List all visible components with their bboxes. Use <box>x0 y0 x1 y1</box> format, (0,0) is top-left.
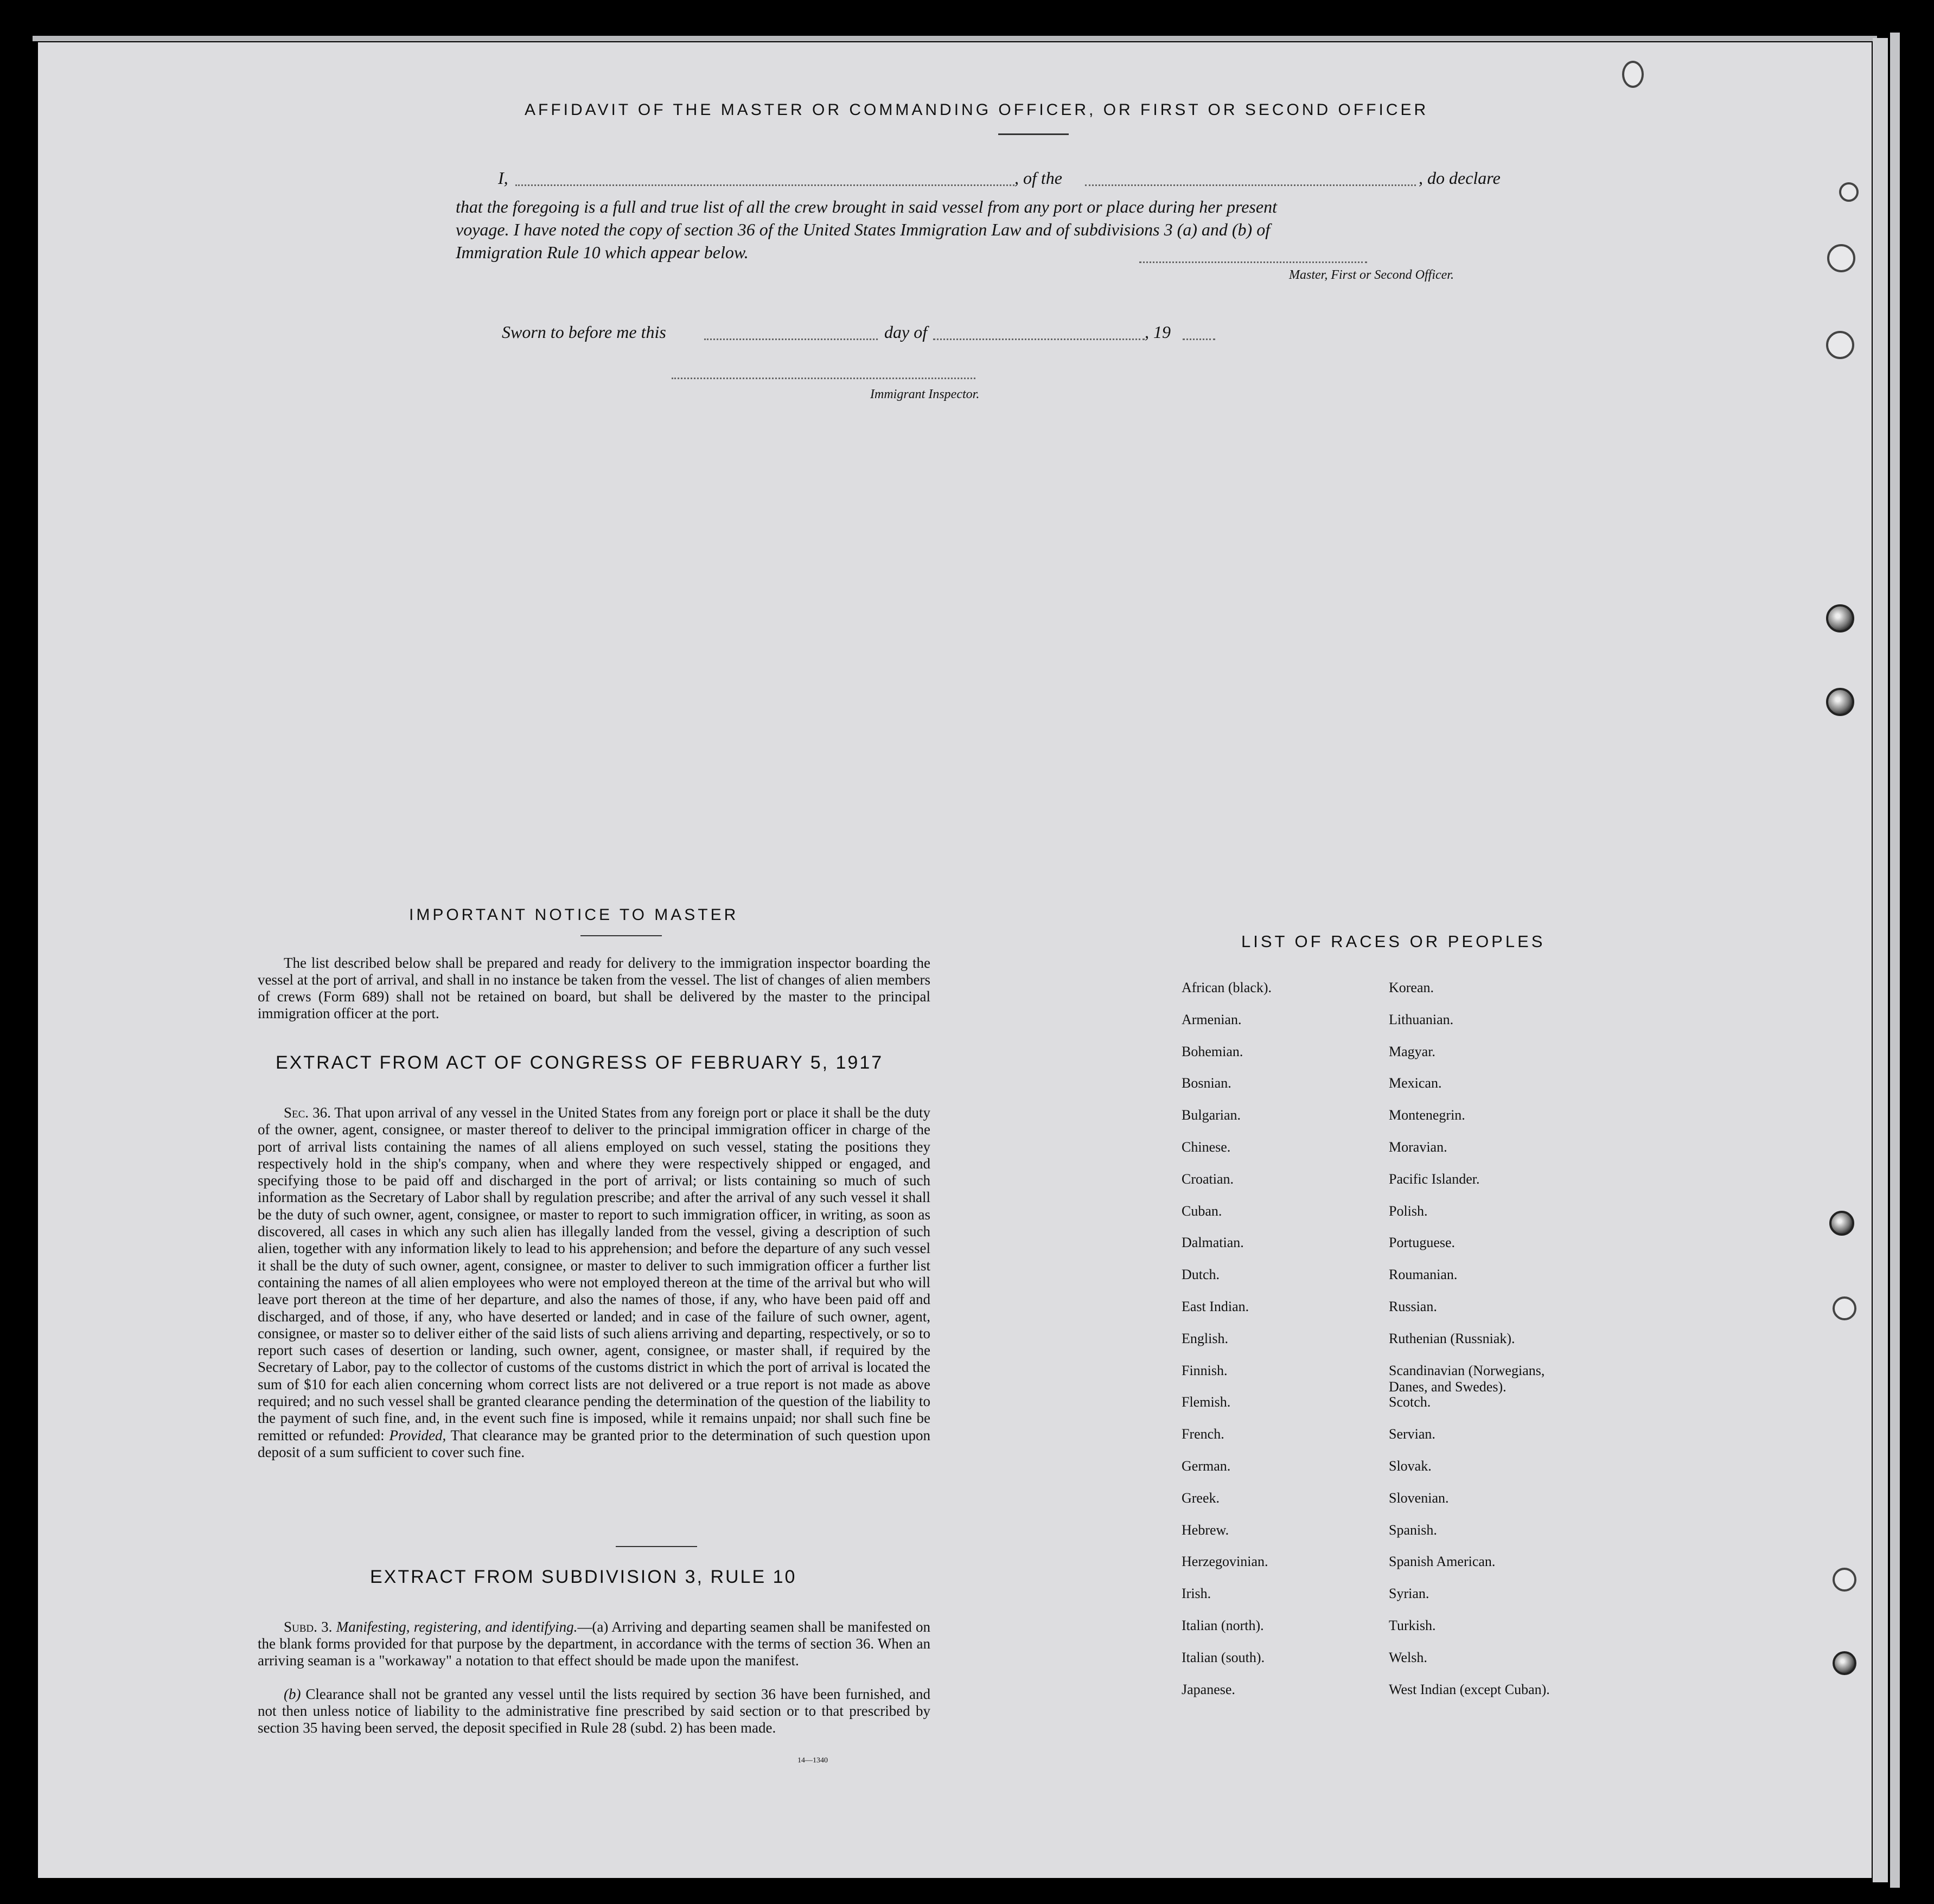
act-extract-body <box>258 1104 930 1461</box>
race-item: Cuban. <box>1182 1203 1222 1219</box>
race-item: Korean. <box>1389 980 1434 995</box>
notice-title: IMPORTANT NOTICE TO MASTER <box>409 906 739 924</box>
races-title: LIST OF RACES OR PEOPLES <box>1241 932 1546 951</box>
race-item: Scotch. <box>1389 1394 1431 1410</box>
binder-hole <box>1839 182 1859 202</box>
rule-extract-title: EXTRACT FROM SUBDIVISION 3, RULE 10 <box>370 1567 797 1587</box>
race-item: Moravian. <box>1389 1139 1447 1155</box>
notice-rule <box>580 935 662 936</box>
name-blank[interactable] <box>515 184 1014 186</box>
sheet-edge-top <box>33 36 1877 41</box>
binder-hole <box>1829 1211 1854 1236</box>
race-item: Ruthenian (Russniak). <box>1389 1330 1515 1346</box>
race-item: Herzegovinian. <box>1182 1554 1268 1570</box>
title-underline <box>998 133 1069 135</box>
race-item: German. <box>1182 1458 1231 1474</box>
race-item: English. <box>1182 1330 1228 1346</box>
race-item: African (black). <box>1182 980 1272 995</box>
sworn-day-blank[interactable] <box>704 338 878 340</box>
race-item: Welsh. <box>1389 1649 1427 1665</box>
race-item: Montenegrin. <box>1389 1107 1465 1123</box>
race-item: Hebrew. <box>1182 1522 1229 1538</box>
form-number: 14—1340 <box>797 1756 828 1765</box>
binder-hole <box>1826 331 1854 359</box>
affidavit-of-the: , of the <box>1014 168 1062 188</box>
race-item: Roumanian. <box>1389 1267 1458 1283</box>
provided-label: Provided, <box>389 1427 446 1443</box>
race-item: Syrian. <box>1389 1586 1429 1602</box>
binder-hole <box>1833 1568 1856 1592</box>
race-item: Italian (south). <box>1182 1649 1265 1665</box>
notice-body: The list described below shall be prepared and ready for delivery to the immigration inspector boarding the vessel at the port of arrival, and shall in no instance be taken from the vessel. The list of changes of alien members of crews (Form 689) shall not be retained on board, but shall be delivered by the master to the principal immigration officer at the port. <box>258 955 930 1021</box>
race-item: Servian. <box>1389 1426 1435 1442</box>
race-item: Greek. <box>1182 1490 1220 1506</box>
affidavit-title: AFFIDAVIT OF THE MASTER OR COMMANDING OFFICER, OR FIRST OR SECOND OFFICER <box>525 101 1429 119</box>
affidavit-i: I, <box>498 168 508 188</box>
document-page <box>38 42 1872 1878</box>
race-item: Portuguese. <box>1389 1235 1456 1251</box>
race-item: Chinese. <box>1182 1139 1231 1155</box>
affidavit-body-line3: Immigration Rule 10 which appear below. <box>456 242 749 262</box>
sheet-edge-right-outer <box>1890 33 1900 1888</box>
race-item: Finnish. <box>1182 1362 1228 1378</box>
race-item: Spanish American. <box>1389 1554 1496 1570</box>
race-item: Bohemian. <box>1182 1043 1243 1059</box>
race-item: Flemish. <box>1182 1394 1231 1410</box>
sworn-year-blank[interactable] <box>1183 338 1215 340</box>
act-extract-title: EXTRACT FROM ACT OF CONGRESS OF FEBRUARY 5, 1917 <box>276 1052 884 1073</box>
subd-label: Subd. 3. <box>284 1619 333 1635</box>
signature-caption: Master, First or Second Officer. <box>1289 268 1454 282</box>
race-item: Lithuanian. <box>1389 1011 1454 1027</box>
race-item: Italian (north). <box>1182 1618 1264 1633</box>
race-item: Dalmatian. <box>1182 1235 1244 1251</box>
sworn-prefix: Sworn to before me this <box>502 322 666 342</box>
race-item: Scandinavian (Norwegians, Danes, and Swedes). <box>1389 1362 1545 1395</box>
race-item: Polish. <box>1389 1203 1428 1219</box>
signature-blank[interactable] <box>1139 261 1367 263</box>
race-item: Irish. <box>1182 1586 1211 1602</box>
race-item: Japanese. <box>1182 1681 1235 1697</box>
race-item: Bosnian. <box>1182 1075 1231 1091</box>
binder-hole <box>1833 1651 1856 1675</box>
affidavit-do-declare: , do declare <box>1419 168 1501 188</box>
race-item: Pacific Islander. <box>1389 1171 1480 1187</box>
subd-b-paragraph <box>258 1686 930 1736</box>
race-item: West Indian (except Cuban). <box>1389 1681 1550 1697</box>
race-item: French. <box>1182 1426 1224 1442</box>
subd-a-paragraph <box>258 1619 930 1669</box>
race-item: Mexican. <box>1389 1075 1442 1091</box>
affidavit-body-line2: voyage. I have noted the copy of section 36 of the United States Immigration Law and of subdivisions 3 (a) and (b) of <box>456 220 1271 239</box>
race-item: Russian. <box>1389 1299 1437 1314</box>
race-item: Armenian. <box>1182 1011 1242 1027</box>
race-item: Slovak. <box>1389 1458 1432 1474</box>
races-left-column <box>1182 980 1388 1761</box>
inspector-blank[interactable] <box>672 378 975 379</box>
subd-a-body: —(a) Arriving and departing seamen shall be manifested on the blank forms provided for that purpose by the department, in accordance with the terms of section 36. When an arriving seaman is a "workaway" a notation to that effect should be made upon the manifest. <box>258 1619 930 1669</box>
affidavit-body-line1: that the foregoing is a full and true list of all the crew brought in said vessel from any port or place during her present <box>456 197 1277 216</box>
provided-body: That clearance may be granted prior to the determination of such question upon deposit of a sum sufficient to cover such fine. <box>258 1427 931 1460</box>
subd-b-label: (b) <box>284 1686 301 1702</box>
sworn-month-blank[interactable] <box>933 338 1145 340</box>
binder-hole <box>1833 1296 1856 1320</box>
binder-hole <box>1826 604 1854 632</box>
sworn-year: , 19 <box>1145 322 1171 342</box>
binder-hole <box>1827 244 1855 272</box>
races-right-column <box>1389 980 1671 1761</box>
race-item: Turkish. <box>1389 1618 1436 1633</box>
sec-body: That upon arrival of any vessel in the United States from any foreign port or place it shall be the duty of the owner, agent, consignee, or master thereof to deliver to the principal immigration officer in charge of the port of arrival lists containing the names of all aliens employed on such vessel, stating the positions they respectively hold in the ship's company, when and where they were respectively shipped or engaged, and specifying those to be paid off and discharged in the port of arrival; or lists containing so much of such information as the Secretary of Labor shall by regulation prescribe; and after the arrival of any such vessel it shall be the duty of such owner, agent, consignee, or master to report to such immigration officer, in writing, as soon as discovered, all cases in which any such alien has illegally landed from the vessel, giving a description of such alien, together with any information likely to lead to his apprehension; and before the departure of any such vessel it shall be the duty of such owner, agent, consignee, or master to deliver to such immigration officer a further list containing the names of all alien employees who were not employed thereon at the time of the arrival but who will leave port thereon at the time of her departure, and also the names of those, if any, who have been paid off and discharged, and of those, if any, who have deserted or landed; and in case of the failure of such owner, agent, consignee, or master so to deliver either of the said lists of such aliens arriving and departing, respectively, or so to report such cases of desertion or landing, such owner, agent, consignee, or master shall, if required by the Secretary of Labor, pay to the collector of customs of the customs district in which the port of arrival is located the sum of $10 for each alien concerning whom correct lists are not delivered or a true report is not made as above required; and no such vessel shall be granted clearance pending the determination of the question of the liability to the payment of such fine, and, in the event such fine is imposed, while it remains unpaid; nor shall such fine be remitted or refunded: <box>258 1104 931 1443</box>
race-item: Bulgarian. <box>1182 1107 1241 1123</box>
race-item: Dutch. <box>1182 1267 1220 1283</box>
race-item: Spanish. <box>1389 1522 1437 1538</box>
inspector-caption: Immigrant Inspector. <box>870 387 980 401</box>
binder-hole <box>1826 688 1854 716</box>
binder-hole <box>1622 61 1644 88</box>
race-item: Croatian. <box>1182 1171 1234 1187</box>
race-item: Slovenian. <box>1389 1490 1449 1506</box>
sheet-edge-right <box>1873 38 1888 1882</box>
act-rule <box>616 1546 697 1547</box>
race-item: East Indian. <box>1182 1299 1249 1314</box>
sec-label: Sec. 36. <box>284 1104 331 1121</box>
vessel-blank[interactable] <box>1085 184 1416 186</box>
race-item: Magyar. <box>1389 1043 1435 1059</box>
subd-heading: Manifesting, registering, and identifying. <box>336 1619 578 1635</box>
subd-b-body: Clearance shall not be granted any vessel until the lists required by section 36 have been furnished, and not then unless notice of liability to the administrative fine prescribed by said section or to that prescribed by section 35 having been served, the deposit specified in Rule 28 (subd. 2) has been made. <box>258 1686 930 1736</box>
sworn-day-of: day of <box>884 322 928 342</box>
